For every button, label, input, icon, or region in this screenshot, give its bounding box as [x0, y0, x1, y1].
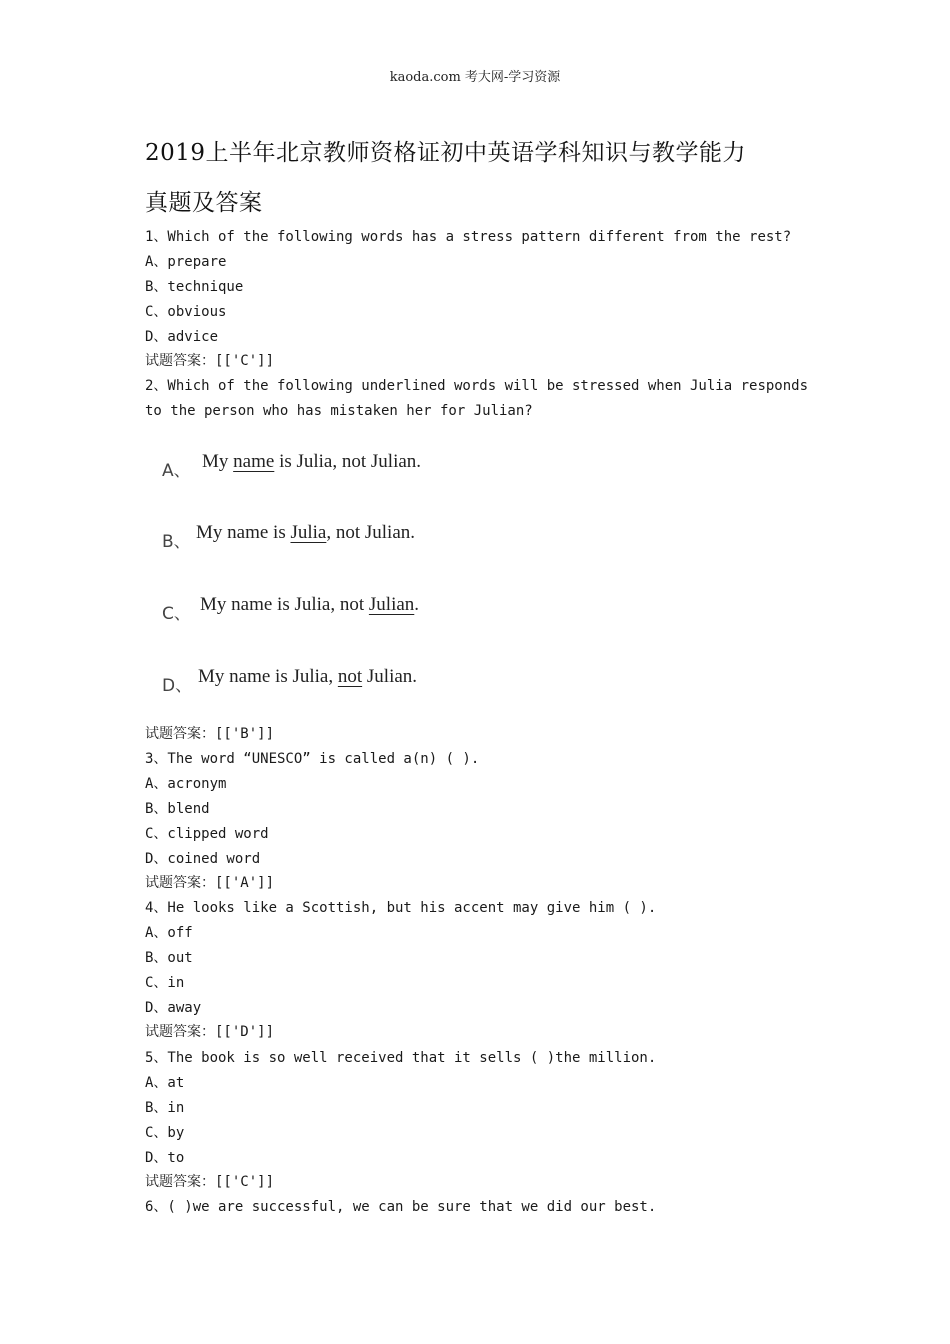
underlined-word: not [337, 666, 363, 687]
question-5-option-b: B、in [145, 1100, 185, 1116]
question-4-option-b: B、out [145, 950, 193, 966]
page-header: kaoda.com 考大网-学习资源 [389, 70, 561, 85]
question-4-option-a: A、off [145, 925, 193, 941]
question-4-answer: 试题答案：[['D']] [145, 1024, 275, 1040]
option-letter: C、 [162, 604, 191, 624]
option-sentence: My name is Julia, not Julian. [198, 666, 418, 687]
question-3-option-c: C、clipped word [145, 826, 269, 842]
underlined-word: Julian [368, 594, 415, 615]
page-title-line-1: 2019上半年北京教师资格证初中英语学科知识与教学能力 [145, 140, 747, 166]
question-2-answer: 试题答案：[['B']] [145, 726, 275, 742]
page-title-line-2: 真题及答案 [145, 190, 263, 216]
option-letter: A、 [162, 461, 191, 481]
question-2-option-b [160, 506, 460, 556]
question-1-answer: 试题答案：[['C']] [145, 353, 275, 369]
question-5-option-d: D、to [145, 1150, 185, 1166]
option-letter: B、 [162, 532, 191, 552]
question-1-stem: 1、Which of the following words has a stress pattern different from the rest? [145, 229, 792, 245]
question-1-option-c: C、obvious [145, 304, 227, 320]
question-5-option-c: C、by [145, 1125, 185, 1141]
question-3-answer: 试题答案：[['A']] [145, 875, 275, 891]
option-sentence: My name is Julia, not Julian. [196, 522, 416, 543]
question-2-option-d [160, 650, 460, 700]
question-2-option-c [160, 578, 460, 628]
option-sentence: My name is Julia, not Julian. [202, 451, 422, 472]
question-5-answer: 试题答案：[['C']] [145, 1174, 275, 1190]
question-4-stem: 4、He looks like a Scottish, but his accent may give him ( ). [145, 900, 657, 916]
question-3-stem: 3、The word “UNESCO” is called a(n) ( ). [145, 751, 480, 767]
question-3-option-b: B、blend [145, 801, 210, 817]
option-letter: D、 [162, 676, 193, 696]
question-3-option-a: A、acronym [145, 776, 227, 792]
question-1-option-a: A、prepare [145, 254, 227, 270]
question-4-option-c: C、in [145, 975, 185, 991]
question-1-option-b: B、technique [145, 279, 244, 295]
underlined-word: Julia [290, 522, 327, 543]
question-4-option-d: D、away [145, 1000, 202, 1016]
question-6-stem: 6、( )we are successful, we can be sure that we did our best. [145, 1199, 657, 1215]
question-5-stem: 5、The book is so well received that it sells ( )the million. [145, 1050, 657, 1066]
underlined-word: name [233, 451, 275, 472]
question-2-stem-line-1: 2、Which of the following underlined words will be stressed when Julia responds [145, 378, 809, 394]
question-5-option-a: A、at [145, 1075, 185, 1091]
question-2-option-a [160, 435, 460, 485]
question-2-stem-line-2: to the person who has mistaken her for Julian? [145, 403, 533, 419]
option-sentence: My name is Julia, not Julian. [200, 594, 420, 615]
question-1-option-d: D、advice [145, 329, 219, 345]
question-3-option-d: D、coined word [145, 851, 261, 867]
